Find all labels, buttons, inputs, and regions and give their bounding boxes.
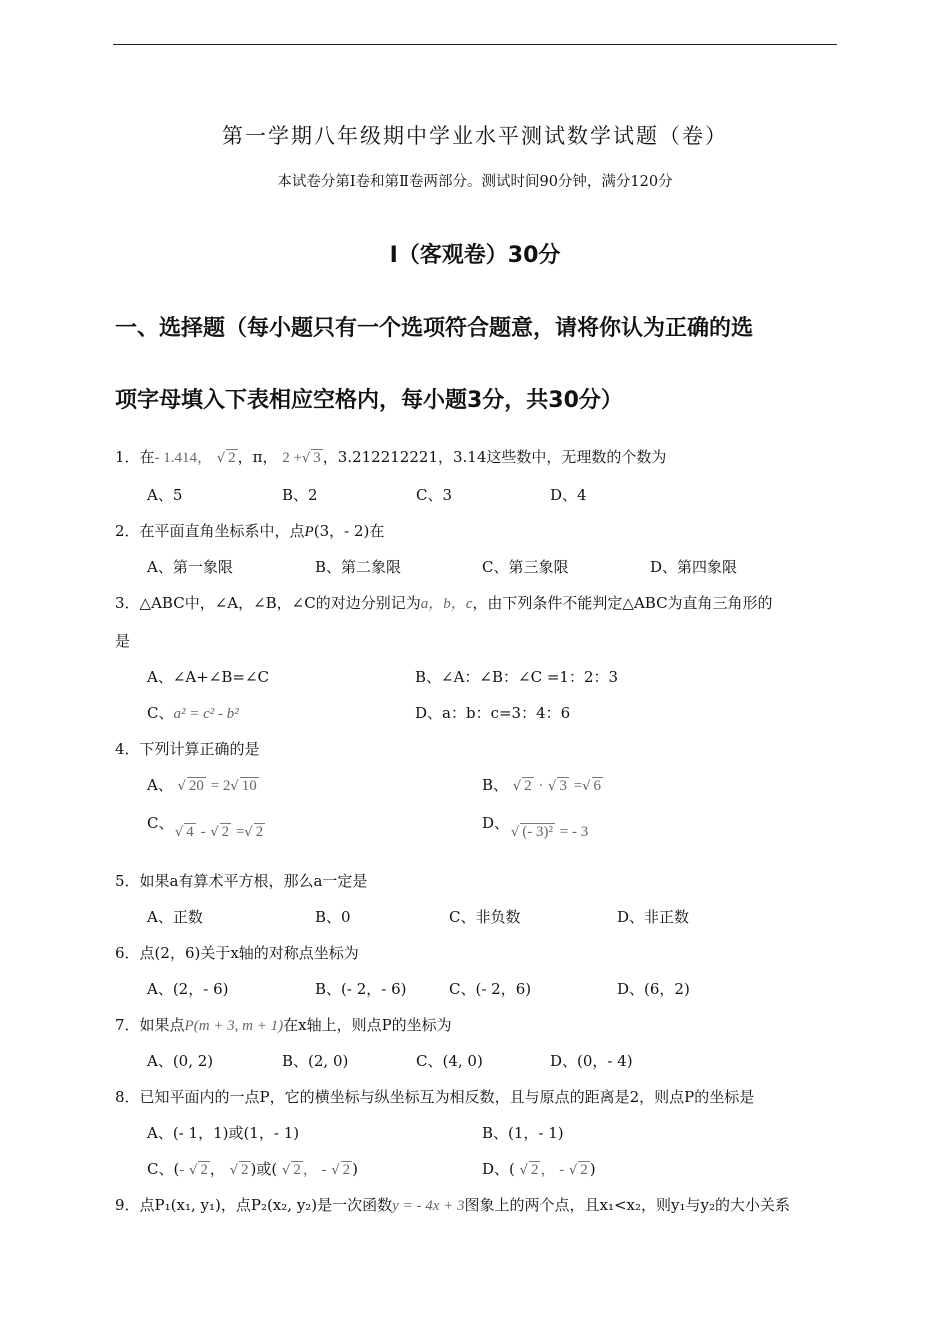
q8-d-r2: 2 — [580, 1162, 588, 1178]
q3-abc: a，b，c — [420, 596, 473, 612]
question-6-stem: 6．点(2，6)关于x轴的对称点坐标为 — [115, 944, 359, 962]
q4-b-radicand-3: 6 — [593, 778, 602, 794]
q6-option-d[interactable]: D、(6，2) — [617, 980, 690, 998]
q4-c-mid: - — [200, 824, 206, 840]
question-7-stem — [115, 1014, 845, 1035]
q4-d-eq: = - 3 — [559, 824, 589, 840]
part-heading: Ⅰ（客观卷）30分 — [389, 243, 561, 268]
header-rule — [113, 44, 837, 45]
q3-stem-1: 3．△ABC中，∠A，∠B，∠C的对边分别记为 — [115, 594, 421, 612]
question-2-stem — [115, 520, 845, 541]
q3-option-a[interactable]: A、∠A+∠B=∠C — [147, 668, 270, 686]
sqrt-icon: √ — [175, 825, 184, 840]
q4-b-mid: · — [538, 778, 544, 794]
q4-c-radicand-1: 4 — [186, 824, 194, 840]
sqrt-icon: √ — [519, 1163, 528, 1178]
q5-option-d[interactable]: D、非正数 — [617, 908, 690, 926]
q4-option-d-label[interactable]: D、 — [482, 814, 510, 832]
q1-text-c: ，3.212212221，3.14这些数中，无理数的个数为 — [322, 448, 667, 466]
q8-c-r3: 2 — [293, 1162, 301, 1178]
q8-option-a[interactable]: A、(- 1，1)或(1，- 1) — [147, 1124, 300, 1142]
q4-option-c-label[interactable]: C、 — [147, 814, 174, 832]
q2-stem-text: 2．在平面直角坐标系中，点 — [115, 522, 305, 540]
sqrt-icon: √ — [244, 825, 253, 840]
question-3-stem — [115, 592, 845, 613]
q4-option-b[interactable] — [482, 774, 603, 795]
q4-a-mid: = 2 — [210, 778, 231, 794]
q1-option-b[interactable]: B、2 — [282, 486, 318, 504]
q3-option-c-expr: a² = c² - b² — [173, 706, 239, 722]
page-subtitle: 本试卷分第Ⅰ卷和第Ⅱ卷两部分。测试时间90分钟，满分120分 — [277, 174, 673, 190]
q4-option-a[interactable] — [147, 774, 259, 795]
question-5-stem: 5．如果a有算术平方根，那么a一定是 — [115, 872, 368, 890]
sqrt-icon: √ — [230, 779, 239, 794]
q8-option-b[interactable]: B、(1，- 1) — [482, 1124, 564, 1142]
q4-c-radicand-3: 2 — [255, 824, 264, 840]
q6-option-b[interactable]: B、(- 2，- 6) — [315, 980, 407, 998]
q4-a-radicand-2: 10 — [241, 778, 257, 794]
q1-text-a: 1．在 — [115, 448, 155, 466]
q8-c-s1: - — [179, 1162, 185, 1178]
q8-c-r4: 2 — [342, 1162, 351, 1178]
q4-option-b-label: B、 — [482, 776, 509, 794]
question-4-stem: 4．下列计算正确的是 — [115, 740, 260, 758]
q4-option-a-label: A、 — [147, 776, 173, 794]
section-heading-line1: 一、选择题（每小题只有一个选项符合题意，请将你认为正确的选 — [115, 316, 754, 341]
q8-c-r2: 2 — [241, 1162, 249, 1178]
sqrt-icon: √ — [569, 1163, 578, 1178]
q3-option-d[interactable]: D、a：b：c=3：4：6 — [415, 704, 571, 722]
sqrt-icon: √ — [282, 1163, 291, 1178]
q8-c-s3: )或( — [250, 1160, 278, 1178]
q1-option-d[interactable]: D、4 — [550, 486, 587, 504]
sqrt-icon: √ — [210, 825, 219, 840]
q5-option-a[interactable]: A、正数 — [147, 908, 203, 926]
q3-option-b[interactable]: B、∠A：∠B：∠C =1：2：3 — [415, 668, 619, 686]
sqrt-icon: √ — [512, 779, 522, 794]
sqrt-icon: √ — [511, 825, 520, 840]
q8-c-s2: ， — [209, 1160, 225, 1178]
q8-d-s2: ) — [589, 1160, 596, 1178]
sqrt-icon: √ — [216, 451, 226, 466]
q1-option-c[interactable]: C、3 — [416, 486, 453, 504]
q2-rest: (3，- 2)在 — [313, 522, 385, 540]
q5-option-c[interactable]: C、非负数 — [449, 908, 521, 926]
q4-d-radicand: (- 3)² — [522, 824, 554, 840]
q4-c-radicand-2: 2 — [221, 824, 230, 840]
sqrt-icon: √ — [331, 1163, 340, 1178]
q9-stem-2: 图象上的两个点，且x₁<x₂，则y₁与y₂的大小关系 — [464, 1196, 790, 1214]
question-3-stem-cont: 是 — [115, 632, 131, 650]
q4-b-eq: = — [573, 778, 583, 794]
q8-c-s5: ) — [352, 1160, 358, 1178]
q7-option-d[interactable]: D、(0，- 4) — [550, 1052, 633, 1070]
q4-option-d[interactable] — [511, 822, 588, 841]
q4-b-radicand-1: 2 — [524, 778, 532, 794]
sqrt-icon: √ — [189, 1163, 198, 1178]
q7-stem-1: 7．如果点 — [115, 1016, 185, 1034]
q4-a-radicand-1: 20 — [188, 778, 204, 794]
q1-radicand-2: 2 — [228, 450, 236, 466]
page-title: 第一学期八年级期中学业水平测试数学试题（卷） — [222, 124, 728, 148]
q8-option-d[interactable] — [482, 1158, 596, 1179]
q6-option-a[interactable]: A、(2，- 6) — [147, 980, 229, 998]
q7-option-c[interactable]: C、(4, 0) — [416, 1052, 483, 1070]
q9-stem-1: 9．点P₁(x₁, y₁)，点P₂(x₂, y₂)是一次函数 — [115, 1196, 393, 1214]
section-heading-line2: 项字母填入下表相应空格内，每小题3分，共30分） — [115, 388, 623, 413]
question-9-stem — [115, 1194, 845, 1215]
q3-option-c[interactable] — [147, 702, 239, 723]
q5-option-b[interactable]: B、0 — [315, 908, 351, 926]
q8-option-c[interactable] — [147, 1158, 358, 1179]
q8-d-label: D、( — [482, 1160, 515, 1178]
q4-c-eq: = — [235, 824, 245, 840]
sqrt-icon: √ — [177, 779, 186, 794]
q2-option-a[interactable]: A、第一象限 — [147, 558, 233, 576]
q7-stem-2: 在x轴上，则点P的坐标为 — [283, 1016, 452, 1034]
q7-option-b[interactable]: B、(2, 0) — [282, 1052, 349, 1070]
q8-d-r1: 2 — [530, 1162, 539, 1178]
q1-text-b: ，π， — [237, 448, 278, 466]
q8-c-s4: ， - — [302, 1162, 327, 1178]
q7-option-a[interactable]: A、(0, 2) — [147, 1052, 214, 1070]
q7-expr: P(m + 3, m + 1) — [184, 1018, 284, 1034]
q2-option-c[interactable]: C、第三象限 — [482, 558, 569, 576]
q2-option-d[interactable]: D、第四象限 — [650, 558, 738, 576]
q9-expr: y = - 4x + 3 — [392, 1198, 465, 1214]
q8-d-s1: ， - — [540, 1162, 565, 1178]
q1-expr-prefix: 2 + — [282, 450, 302, 466]
sqrt-icon: √ — [301, 451, 311, 466]
sqrt-icon: √ — [548, 779, 557, 794]
sqrt-icon: √ — [582, 779, 591, 794]
q1-radicand-3: 3 — [313, 450, 321, 466]
q6-option-c[interactable]: C、(- 2，6) — [449, 980, 532, 998]
q4-b-radicand-2: 3 — [559, 778, 567, 794]
q3-option-c-label: C、 — [147, 704, 174, 722]
q1-option-a[interactable]: A、5 — [147, 486, 183, 504]
q4-option-c[interactable] — [175, 822, 265, 841]
q2-point: P — [304, 524, 314, 540]
sqrt-icon: √ — [229, 1163, 239, 1178]
q8-c-label: C、( — [147, 1160, 180, 1178]
question-1-stem — [115, 446, 845, 467]
question-8-stem: 8．已知平面内的一点P，它的横坐标与纵坐标互为相反数，且与原点的距离是2，则点P的坐标是 — [115, 1088, 755, 1106]
q2-option-b[interactable]: B、第二象限 — [315, 558, 402, 576]
q3-stem-2: ，由下列条件不能判定△ABC为直角三角形的 — [472, 594, 773, 612]
q1-neg: - 1.414， — [154, 450, 213, 466]
q8-c-r1: 2 — [200, 1162, 208, 1178]
